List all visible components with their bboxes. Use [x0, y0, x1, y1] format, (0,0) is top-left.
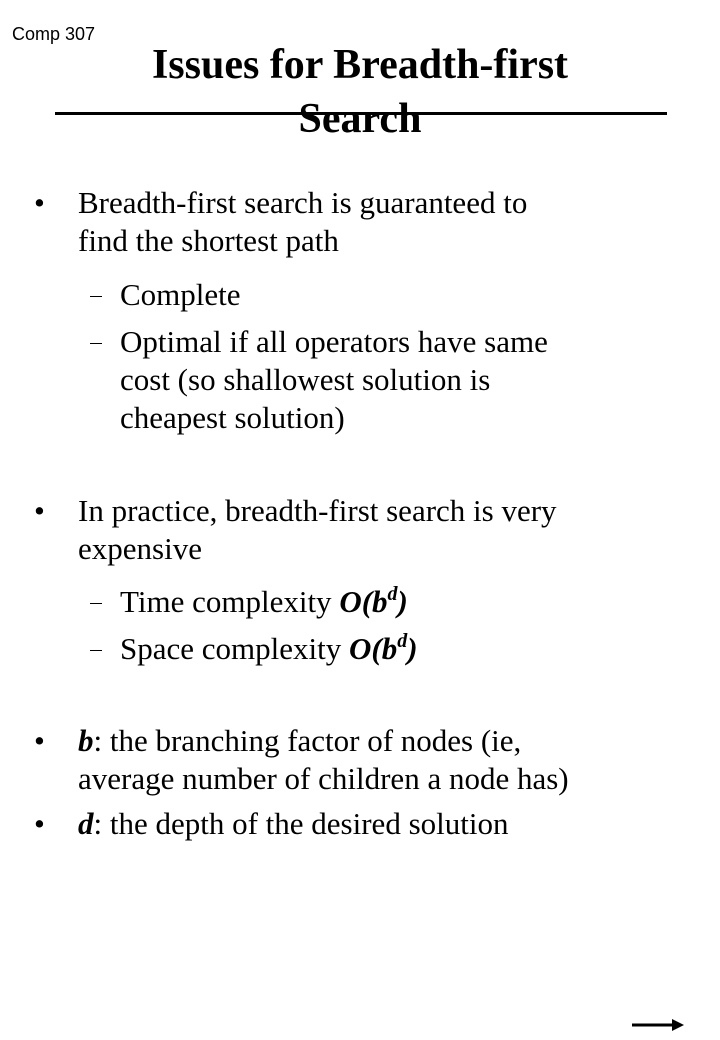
- bullet-4-line-1: d: the depth of the desired solution: [78, 806, 509, 841]
- sub-bullet-optimal-line-3: cheapest solution): [120, 400, 345, 435]
- page-title: Issues for Breadth-first Search: [151, 42, 569, 142]
- bullet-2-line-2: expensive: [78, 531, 202, 566]
- sub-bullet-time-complexity: Time complexity $O(b^d)$: [120, 583, 408, 619]
- bullet-1-line-1: Breadth-first search is guaranteed to: [78, 185, 528, 220]
- sub-bullet-optimal-line-2: cost (so shallowest solution is: [120, 362, 491, 397]
- course-label: Comp 307: [12, 24, 96, 44]
- bullet-dot: •: [34, 723, 45, 758]
- sub-bullet-dash: [90, 343, 102, 344]
- bullet-1-line-2: find the shortest path: [78, 223, 339, 258]
- bullet-dot: •: [34, 493, 45, 528]
- sub-bullet-dash: [90, 296, 102, 297]
- sub-bullet-dash: [90, 650, 102, 651]
- bullet-dot: •: [34, 185, 45, 220]
- right-arrow-icon[interactable]: [632, 1015, 684, 1035]
- title-rule: [55, 112, 667, 115]
- bullet-3-line-1: b: the branching factor of nodes (ie,: [78, 723, 522, 758]
- sub-bullet-optimal-line-1: Optimal if all operators have same: [120, 324, 548, 359]
- sub-bullet-dash: [90, 603, 102, 604]
- sub-bullet-complete: Complete: [120, 277, 241, 312]
- bullet-2-line-1: In practice, breadth-first search is very: [78, 493, 557, 528]
- bullet-3-line-2: average number of children a node has): [78, 761, 569, 796]
- sub-bullet-space-complexity: Space complexity $O(b^d)$: [120, 630, 418, 666]
- bullet-dot: •: [34, 806, 45, 841]
